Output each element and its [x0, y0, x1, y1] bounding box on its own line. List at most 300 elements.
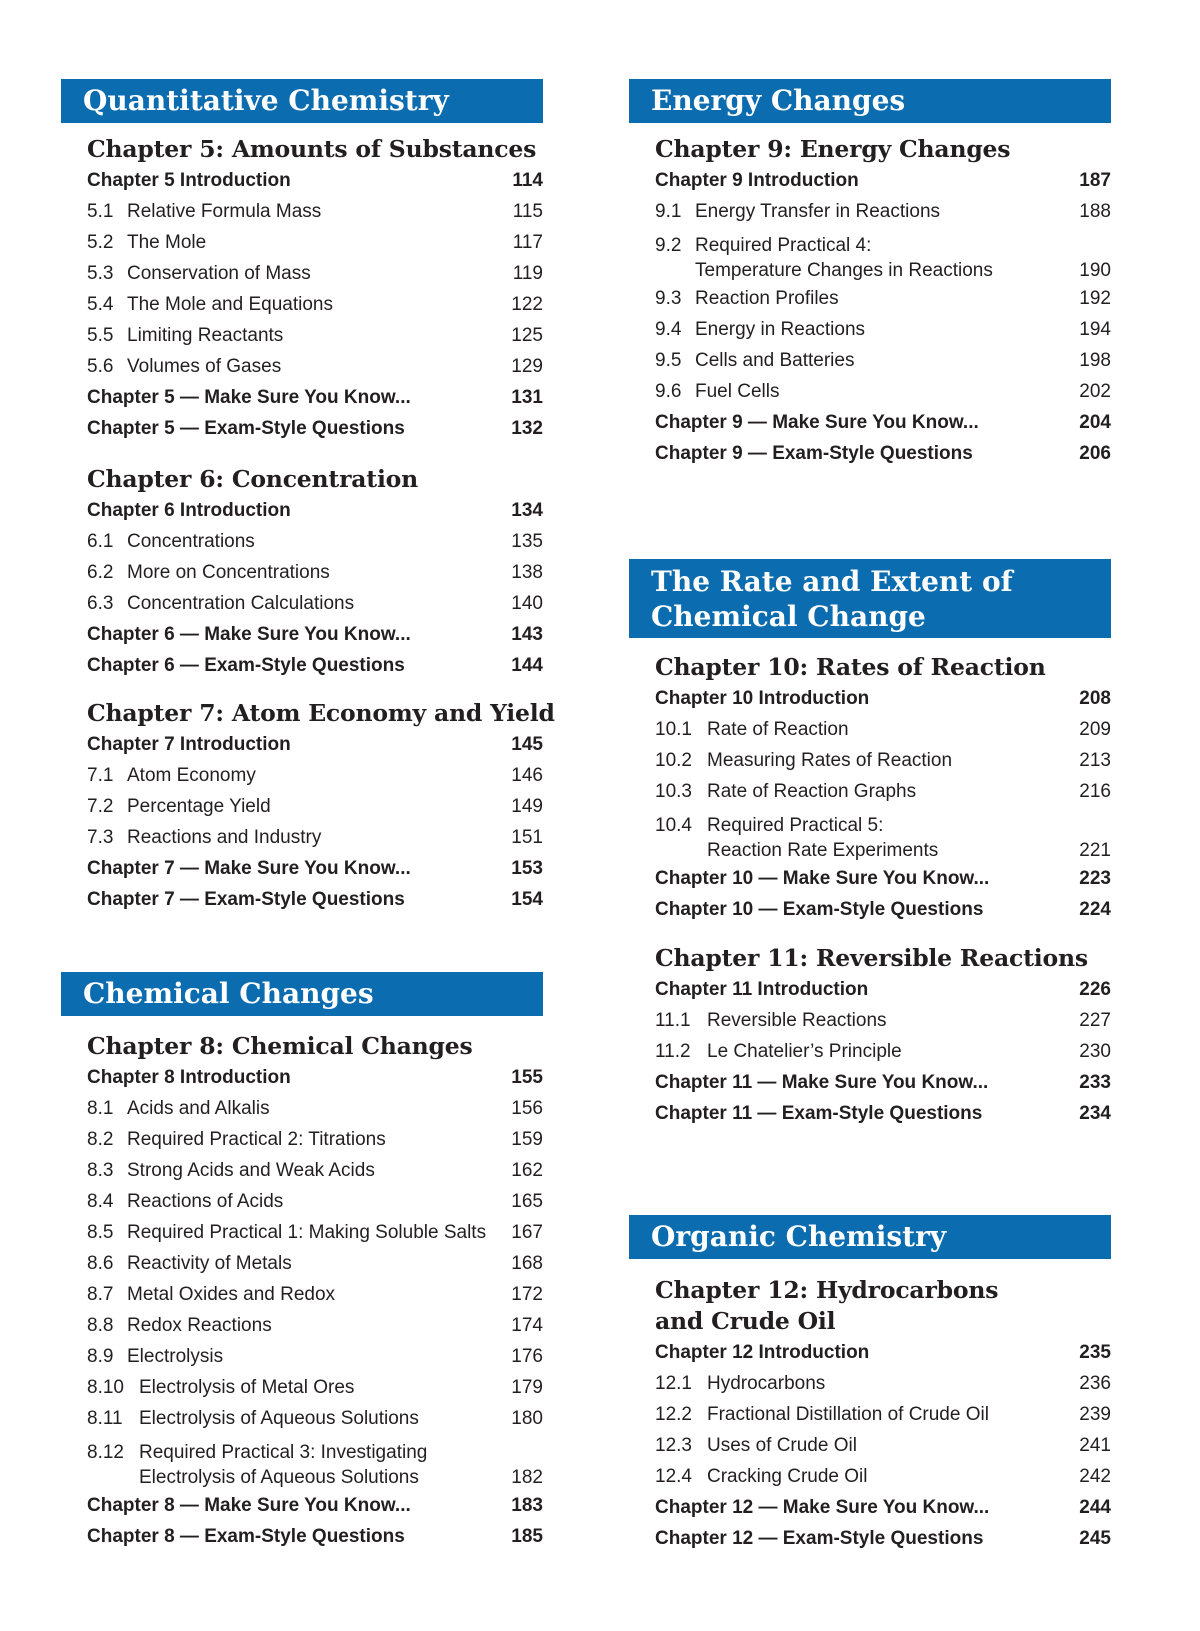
entry-title: Required Practical 4: Temperature Changes in Reactions	[695, 235, 993, 281]
entry-title: Le Chatelier’s Principle	[707, 1041, 902, 1062]
chapter-block	[655, 134, 1111, 469]
section-number: 8.9	[87, 1346, 114, 1367]
entry-title: Rate of Reaction	[707, 719, 849, 740]
toc-entry[interactable]	[655, 196, 1111, 227]
toc-entry[interactable]	[87, 1093, 543, 1124]
toc-entry-bold[interactable]	[655, 1337, 1111, 1368]
page-number: 183	[511, 1495, 543, 1516]
entry-text-group	[87, 289, 333, 320]
page-number: 165	[511, 1191, 543, 1212]
entry-title: Required Practical 2: Titrations	[127, 1129, 386, 1150]
entry-text-group	[655, 714, 849, 745]
section-number: 6.2	[87, 562, 114, 583]
page-number: 176	[511, 1346, 543, 1367]
section-number: 9.1	[655, 201, 682, 222]
toc-entry-bold[interactable]	[655, 974, 1111, 1005]
page-number: 146	[511, 765, 543, 786]
section-number: 11.2	[655, 1041, 691, 1062]
chapter-block	[87, 134, 543, 444]
chapter-block	[655, 943, 1111, 1129]
entry-text-group	[655, 1098, 982, 1129]
entry-title: Chapter 12 Introduction	[655, 1342, 870, 1363]
toc-entry[interactable]	[87, 791, 543, 822]
page-number: 198	[1079, 350, 1111, 371]
entry-title: Electrolysis of Aqueous Solutions	[139, 1408, 419, 1429]
toc-entry-bold[interactable]	[655, 165, 1111, 196]
page-number: 188	[1079, 201, 1111, 222]
entry-title: Hydrocarbons	[707, 1373, 826, 1394]
entry-text-group	[87, 760, 256, 791]
entry-text-group	[655, 683, 869, 714]
section-number: 8.3	[87, 1160, 114, 1181]
entry-text-group	[87, 557, 330, 588]
entry-text-group	[655, 745, 952, 776]
toc-entry[interactable]	[87, 320, 543, 351]
section-number: 8.11	[87, 1408, 123, 1429]
entry-text-group	[87, 526, 255, 557]
entry-text-group	[655, 776, 916, 807]
entry-text-group	[655, 165, 859, 196]
chapter-title: Chapter 8: Chemical Changes	[87, 1032, 473, 1060]
entry-title: Energy Transfer in Reactions	[695, 201, 941, 222]
entry-text-group	[87, 1248, 292, 1279]
entry-text-group	[655, 1399, 989, 1430]
toc-entry[interactable]	[87, 258, 543, 289]
entry-title: Chapter 11 Introduction	[655, 979, 869, 1000]
entry-text-group	[655, 1461, 868, 1492]
entry-title: Chapter 6 — Exam-Style Questions	[87, 655, 405, 676]
entry-title: Strong Acids and Weak Acids	[127, 1160, 375, 1181]
entry-text-group	[655, 1523, 983, 1554]
page-number: 114	[512, 170, 543, 191]
page-number: 144	[511, 655, 543, 676]
page-number: 208	[1079, 688, 1111, 709]
page-number: 182	[511, 1467, 543, 1488]
section-number: 5.6	[87, 356, 114, 377]
chapter-title: Chapter 9: Energy Changes	[655, 135, 1011, 163]
entry-text-group	[655, 345, 854, 376]
page-number: 117	[512, 232, 543, 253]
entry-text-group	[87, 1440, 427, 1490]
entry-title: Chapter 7 Introduction	[87, 734, 291, 755]
page-number: 153	[511, 858, 543, 879]
chapter-block	[655, 652, 1111, 925]
entry-text-group	[87, 791, 271, 822]
page-number: 192	[1079, 288, 1111, 309]
page-number: 115	[512, 201, 543, 222]
toc-entry[interactable]	[655, 1461, 1111, 1492]
toc-entry[interactable]	[655, 376, 1111, 407]
toc-entry[interactable]	[655, 227, 1111, 283]
entry-text-group	[87, 351, 281, 382]
page-number: 185	[511, 1526, 543, 1547]
entry-title: Chapter 9 — Make Sure You Know...	[655, 412, 979, 433]
entry-title: Metal Oxides and Redox	[127, 1284, 336, 1305]
toc-entry[interactable]	[87, 1341, 543, 1372]
entry-text-group	[87, 1372, 354, 1403]
entry-text-group	[87, 1186, 283, 1217]
section-number: 9.4	[655, 319, 682, 340]
entry-text-group	[655, 196, 940, 227]
entry-title: Reactions and Industry	[127, 827, 322, 848]
page-number: 224	[1079, 899, 1111, 920]
section-heading: Energy Changes	[629, 79, 1111, 123]
page-number: 230	[1079, 1041, 1111, 1062]
toc-entry[interactable]	[655, 345, 1111, 376]
entry-title: Required Practical 3: Investigating Electrolysis of Aqueous Solutions	[139, 1442, 428, 1488]
entry-title: Relative Formula Mass	[127, 201, 322, 222]
entry-title: Required Practical 5: Reaction Rate Experiments	[707, 815, 939, 861]
toc-entry[interactable]	[87, 1155, 543, 1186]
section-number: 11.1	[655, 1010, 691, 1031]
page-number: 168	[511, 1253, 543, 1274]
entry-text-group	[87, 1093, 270, 1124]
page-number: 132	[511, 418, 543, 439]
toc-entry[interactable]	[655, 283, 1111, 314]
entry-title: Chapter 11 — Exam-Style Questions	[655, 1103, 983, 1124]
page-number: 241	[1079, 1435, 1111, 1456]
chapter-block	[87, 1031, 543, 1552]
page-number: 135	[511, 531, 543, 552]
toc-entry[interactable]	[87, 1310, 543, 1341]
entry-title: Measuring Rates of Reaction	[707, 750, 953, 771]
page-number: 239	[1079, 1404, 1111, 1425]
toc-entry-bold[interactable]	[87, 884, 543, 915]
toc-entry-bold[interactable]	[87, 853, 543, 884]
entry-title: The Mole and Equations	[127, 294, 333, 315]
page-number: 234	[1079, 1103, 1111, 1124]
entry-title: Concentration Calculations	[127, 593, 355, 614]
entry-text-group	[87, 1403, 419, 1434]
entry-text-group	[87, 227, 206, 258]
entry-title: More on Concentrations	[127, 562, 330, 583]
toc-entry-bold[interactable]	[87, 1490, 543, 1521]
entry-title: Required Practical 1: Making Soluble Salts	[127, 1222, 487, 1243]
entry-text-group	[87, 1490, 411, 1521]
chapter-title: Chapter 5: Amounts of Substances	[87, 135, 537, 163]
section-heading: Chemical Changes	[61, 972, 543, 1016]
entry-title: Energy in Reactions	[695, 319, 866, 340]
page-number: 221	[1079, 840, 1111, 861]
entry-title: Chapter 8 — Make Sure You Know...	[87, 1495, 411, 1516]
entry-text-group	[655, 894, 983, 925]
entry-title: Chapter 10 — Exam-Style Questions	[655, 899, 984, 920]
entry-title: Chapter 5 — Make Sure You Know...	[87, 387, 411, 408]
section-number: 9.5	[655, 350, 682, 371]
toc-entry[interactable]	[655, 714, 1111, 745]
page-number: 172	[511, 1284, 543, 1305]
page-number: 154	[511, 889, 543, 910]
entry-title: Acids and Alkalis	[127, 1098, 270, 1119]
entry-text-group	[655, 407, 979, 438]
page-number: 151	[511, 827, 543, 848]
entry-text-group	[655, 376, 779, 407]
section-number: 8.1	[87, 1098, 114, 1119]
entry-title: Chapter 9 — Exam-Style Questions	[655, 443, 973, 464]
toc-entry[interactable]	[87, 1186, 543, 1217]
entry-title: Chapter 8 Introduction	[87, 1067, 291, 1088]
section-number: 12.1	[655, 1373, 692, 1394]
section-number: 6.1	[87, 531, 114, 552]
toc-entry-bold[interactable]	[87, 619, 543, 650]
toc-entry[interactable]	[87, 1372, 543, 1403]
page-number: 179	[511, 1377, 543, 1398]
page-number: 223	[1079, 868, 1111, 889]
toc-entry[interactable]	[87, 1434, 543, 1490]
entry-text-group	[655, 438, 973, 469]
entry-text-group	[655, 1005, 887, 1036]
entry-title: Chapter 10 — Make Sure You Know...	[655, 868, 990, 889]
chapter-title: Chapter 11: Reversible Reactions	[655, 944, 1088, 972]
entry-text-group	[655, 1067, 988, 1098]
section-number: 8.6	[87, 1253, 114, 1274]
toc-entry-bold[interactable]	[87, 650, 543, 681]
page-number: 174	[511, 1315, 543, 1336]
toc-entry-bold[interactable]	[87, 413, 543, 444]
page-number: 194	[1079, 319, 1111, 340]
entry-title: Chapter 9 Introduction	[655, 170, 859, 191]
section-number: 5.3	[87, 263, 114, 284]
entry-title: Cracking Crude Oil	[707, 1466, 868, 1487]
section-number: 8.4	[87, 1191, 114, 1212]
page-number: 140	[511, 593, 543, 614]
entry-title: Chapter 8 — Exam-Style Questions	[87, 1526, 405, 1547]
entry-title: Concentrations	[127, 531, 255, 552]
toc-entry[interactable]	[655, 807, 1111, 863]
toc-entry[interactable]	[87, 289, 543, 320]
page-number: 119	[512, 263, 543, 284]
entry-title: Chapter 7 — Make Sure You Know...	[87, 858, 411, 879]
toc-entry-bold[interactable]	[655, 1098, 1111, 1129]
entry-text-group	[87, 1279, 335, 1310]
entry-title: Cells and Batteries	[695, 350, 855, 371]
page-number: 233	[1079, 1072, 1111, 1093]
entry-text-group	[87, 1341, 223, 1372]
toc-entry[interactable]	[655, 1430, 1111, 1461]
page-number: 145	[511, 734, 543, 755]
page-number: 149	[511, 796, 543, 817]
toc-entry[interactable]	[655, 745, 1111, 776]
entry-text-group	[87, 729, 291, 760]
chapter-title: Chapter 7: Atom Economy and Yield	[87, 699, 555, 727]
page-number: 129	[511, 356, 543, 377]
entry-title: Volumes of Gases	[127, 356, 282, 377]
entry-text-group	[655, 1368, 825, 1399]
section-number: 8.7	[87, 1284, 114, 1305]
toc-entry-bold[interactable]	[655, 1492, 1111, 1523]
section-number: 9.6	[655, 381, 682, 402]
toc-entry-bold[interactable]	[87, 495, 543, 526]
toc-entry[interactable]	[87, 1248, 543, 1279]
entry-title: Chapter 6 — Make Sure You Know...	[87, 624, 411, 645]
entry-text-group	[87, 1217, 486, 1248]
section-heading: Organic Chemistry	[629, 1215, 1111, 1259]
page-number: 244	[1079, 1497, 1111, 1518]
entry-title: Fuel Cells	[695, 381, 780, 402]
page-number: 143	[511, 624, 543, 645]
entry-title: Limiting Reactants	[127, 325, 284, 346]
section-number: 7.1	[87, 765, 114, 786]
page-number: 242	[1079, 1466, 1111, 1487]
toc-entry[interactable]	[655, 1399, 1111, 1430]
toc-entry[interactable]	[87, 822, 543, 853]
page-number: 204	[1079, 412, 1111, 433]
entry-title: Uses of Crude Oil	[707, 1435, 857, 1456]
toc-entry-bold[interactable]	[655, 683, 1111, 714]
toc-entry-bold[interactable]	[87, 165, 543, 196]
toc-entry[interactable]	[87, 227, 543, 258]
section-number: 5.4	[87, 294, 114, 315]
entry-text-group	[655, 233, 993, 283]
toc-entry[interactable]	[87, 1403, 543, 1434]
page-number: 202	[1079, 381, 1111, 402]
toc-entry[interactable]	[87, 1124, 543, 1155]
entry-text-group	[87, 1062, 291, 1093]
entry-text-group	[655, 1492, 989, 1523]
chapter-block	[87, 464, 543, 681]
toc-entry[interactable]	[655, 1036, 1111, 1067]
toc-entry-bold[interactable]	[655, 407, 1111, 438]
entry-title: Chapter 12 — Exam-Style Questions	[655, 1528, 984, 1549]
entry-text-group	[655, 974, 868, 1005]
page-number: 159	[511, 1129, 543, 1150]
page-number: 162	[511, 1160, 543, 1181]
page-number: 155	[511, 1067, 543, 1088]
toc-entry[interactable]	[655, 776, 1111, 807]
page-number: 131	[511, 387, 543, 408]
page-number: 125	[511, 325, 543, 346]
entry-text-group	[87, 650, 405, 681]
toc-entry[interactable]	[87, 351, 543, 382]
section-number: 6.3	[87, 593, 114, 614]
entry-title: The Mole	[127, 232, 207, 253]
toc-entry-bold[interactable]	[87, 382, 543, 413]
page-number: 190	[1079, 260, 1111, 281]
entry-text-group	[655, 863, 989, 894]
toc-entry[interactable]	[655, 1005, 1111, 1036]
entry-text-group	[87, 320, 283, 351]
toc-entry[interactable]	[87, 1217, 543, 1248]
page-number: 227	[1079, 1010, 1111, 1031]
page-number: 245	[1079, 1528, 1111, 1549]
entry-title: Redox Reactions	[127, 1315, 272, 1336]
chapter-title: Chapter 6: Concentration	[87, 465, 419, 493]
entry-text-group	[655, 813, 938, 863]
section-number: 5.1	[87, 201, 114, 222]
entry-title: Chapter 11 — Make Sure You Know...	[655, 1072, 989, 1093]
toc-entry[interactable]	[87, 588, 543, 619]
entry-text-group	[87, 165, 291, 196]
entry-title: Reversible Reactions	[707, 1010, 887, 1031]
entry-title: Chapter 6 Introduction	[87, 500, 291, 521]
section-number: 10.2	[655, 750, 692, 771]
entry-title: Reaction Profiles	[695, 288, 839, 309]
toc-entry-bold[interactable]	[87, 1062, 543, 1093]
entry-title: Electrolysis	[127, 1346, 224, 1367]
section-number: 5.5	[87, 325, 114, 346]
entry-text-group	[87, 1310, 272, 1341]
page-number: 236	[1079, 1373, 1111, 1394]
entry-text-group	[87, 413, 405, 444]
toc-entry-bold[interactable]	[87, 1521, 543, 1552]
entry-text-group	[87, 588, 354, 619]
chapter-block	[655, 1275, 1111, 1554]
section-number: 9.3	[655, 288, 682, 309]
page-number: 167	[511, 1222, 543, 1243]
entry-text-group	[87, 822, 321, 853]
chapter-title: Chapter 12: Hydrocarbons and Crude Oil	[655, 1276, 999, 1335]
chapter-title: Chapter 10: Rates of Reaction	[655, 653, 1046, 681]
section-number: 8.8	[87, 1315, 114, 1336]
toc-entry[interactable]	[655, 1368, 1111, 1399]
section-number: 10.4	[655, 815, 692, 836]
toc-entry[interactable]	[87, 196, 543, 227]
section-heading: Quantitative Chemistry	[61, 79, 543, 123]
entry-title: Reactions of Acids	[127, 1191, 284, 1212]
page-number: 187	[1079, 170, 1111, 191]
section-number: 5.2	[87, 232, 114, 253]
section-number: 8.12	[87, 1442, 124, 1463]
section-heading: The Rate and Extent of Chemical Change	[629, 559, 1111, 638]
toc-entry-bold[interactable]	[655, 894, 1111, 925]
section-number: 7.3	[87, 827, 114, 848]
entry-title: Chapter 10 Introduction	[655, 688, 870, 709]
section-number: 8.2	[87, 1129, 114, 1150]
toc-entry[interactable]	[655, 314, 1111, 345]
entry-text-group	[87, 258, 311, 289]
entry-title: Conservation of Mass	[127, 263, 311, 284]
page-number: 206	[1079, 443, 1111, 464]
entry-text-group	[655, 283, 839, 314]
toc-entry[interactable]	[87, 557, 543, 588]
entry-text-group	[87, 884, 405, 915]
page-number: 122	[511, 294, 543, 315]
section-number: 8.10	[87, 1377, 124, 1398]
toc-entry-bold[interactable]	[655, 1523, 1111, 1554]
toc-entry-bold[interactable]	[655, 438, 1111, 469]
page-number: 235	[1079, 1342, 1111, 1363]
page-number: 226	[1079, 979, 1111, 1000]
entry-text-group	[87, 495, 291, 526]
entry-text-group	[87, 1521, 405, 1552]
toc-entry-bold[interactable]	[655, 863, 1111, 894]
page-number: 134	[511, 500, 543, 521]
entry-title: Atom Economy	[127, 765, 256, 786]
entry-title: Rate of Reaction Graphs	[707, 781, 917, 802]
toc-entry[interactable]	[87, 1279, 543, 1310]
section-number: 10.3	[655, 781, 692, 802]
toc-entry-bold[interactable]	[87, 729, 543, 760]
entry-title: Reactivity of Metals	[127, 1253, 292, 1274]
entry-text-group	[655, 314, 865, 345]
toc-entry-bold[interactable]	[655, 1067, 1111, 1098]
page-number: 216	[1079, 781, 1111, 802]
section-number: 9.2	[655, 235, 682, 256]
entry-title: Chapter 7 — Exam-Style Questions	[87, 889, 405, 910]
entry-title: Chapter 12 — Make Sure You Know...	[655, 1497, 990, 1518]
page-number: 156	[511, 1098, 543, 1119]
toc-entry[interactable]	[87, 526, 543, 557]
section-number: 7.2	[87, 796, 114, 817]
entry-title: Fractional Distillation of Crude Oil	[707, 1404, 989, 1425]
page-number: 209	[1079, 719, 1111, 740]
section-number: 10.1	[655, 719, 692, 740]
chapter-block	[87, 698, 555, 915]
entry-text-group	[87, 382, 411, 413]
section-number: 8.5	[87, 1222, 114, 1243]
entry-text-group	[87, 1124, 386, 1155]
toc-entry[interactable]	[87, 760, 543, 791]
